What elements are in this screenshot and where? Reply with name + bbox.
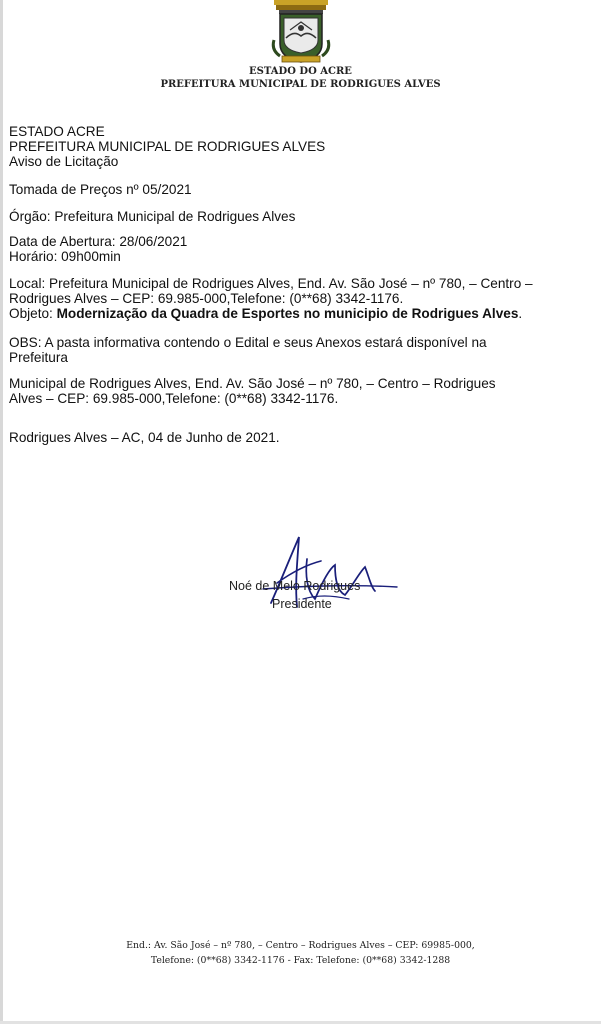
notice-local: [9, 277, 594, 321]
notice-object: [9, 307, 594, 321]
notice-object-value: Modernização da Quadra de Esportes no municipio de Rodrigues Alves: [56, 306, 519, 321]
notice-organ: Órgão: Prefeitura Municipal de Rodrigues Alves: [9, 209, 296, 224]
notice-place-date: Rodrigues Alves – AC, 04 de Junho de 2021.: [9, 430, 280, 445]
notice-obs-line1: OBS: A pasta informativa contendo o Edital e seus Anexos estará disponível na: [9, 335, 487, 350]
notice-obs: [9, 336, 594, 365]
signatory-name: Noé de Melo Rodrigues: [229, 579, 361, 593]
notice-address-line1: Municipal de Rodrigues Alves, End. Av. São José – nº 780, – Centro – Rodrigues: [9, 376, 496, 391]
notice-tender: Tomada de Preços nº 05/2021: [9, 182, 192, 197]
notice-schedule: [9, 235, 594, 264]
signatory-role: Presidente: [272, 597, 332, 611]
notice-state: ESTADO ACRE: [9, 124, 105, 139]
notice-obs-line2: Prefeitura: [9, 350, 68, 365]
coat-of-arms-seal: [270, 0, 332, 64]
notice-object-end: .: [518, 306, 523, 321]
letterhead-state: ESTADO DO ACRE: [249, 66, 352, 77]
notice-type: Aviso de Licitação: [9, 154, 119, 169]
notice-address-line2: Alves – CEP: 69.985-000,Telefone: (0**68) 3342-1176.: [9, 391, 339, 406]
notice-local-line2: Rodrigues Alves – CEP: 69.985-000,Telefone: (0**68) 3342-1176.: [9, 291, 404, 306]
footer-phone: Telefone: (0**68) 3342-1176 - Fax: Telefone: (0**68) 3342-1288: [150, 955, 451, 966]
notice-address: [9, 377, 594, 406]
notice-local-line1: Local: Prefeitura Municipal de Rodrigues Alves, End. Av. São José – nº 780, – Centro –: [9, 276, 533, 291]
letterhead-prefecture: PREFEITURA MUNICIPAL DE RODRIGUES ALVES: [160, 79, 441, 90]
scan-edge-left: [0, 0, 3, 1024]
notice-municipality: PREFEITURA MUNICIPAL DE RODRIGUES ALVES: [9, 139, 326, 154]
footer-address: End.: Av. São José – nº 780, – Centro – Rodrigues Alves – CEP: 69985-000,: [126, 940, 475, 951]
notice-time: Horário: 09h00min: [9, 249, 121, 264]
notice-header: [9, 125, 594, 169]
notice-object-label: Objeto:: [9, 306, 57, 321]
notice-opening-date: Data de Abertura: 28/06/2021: [9, 234, 188, 249]
